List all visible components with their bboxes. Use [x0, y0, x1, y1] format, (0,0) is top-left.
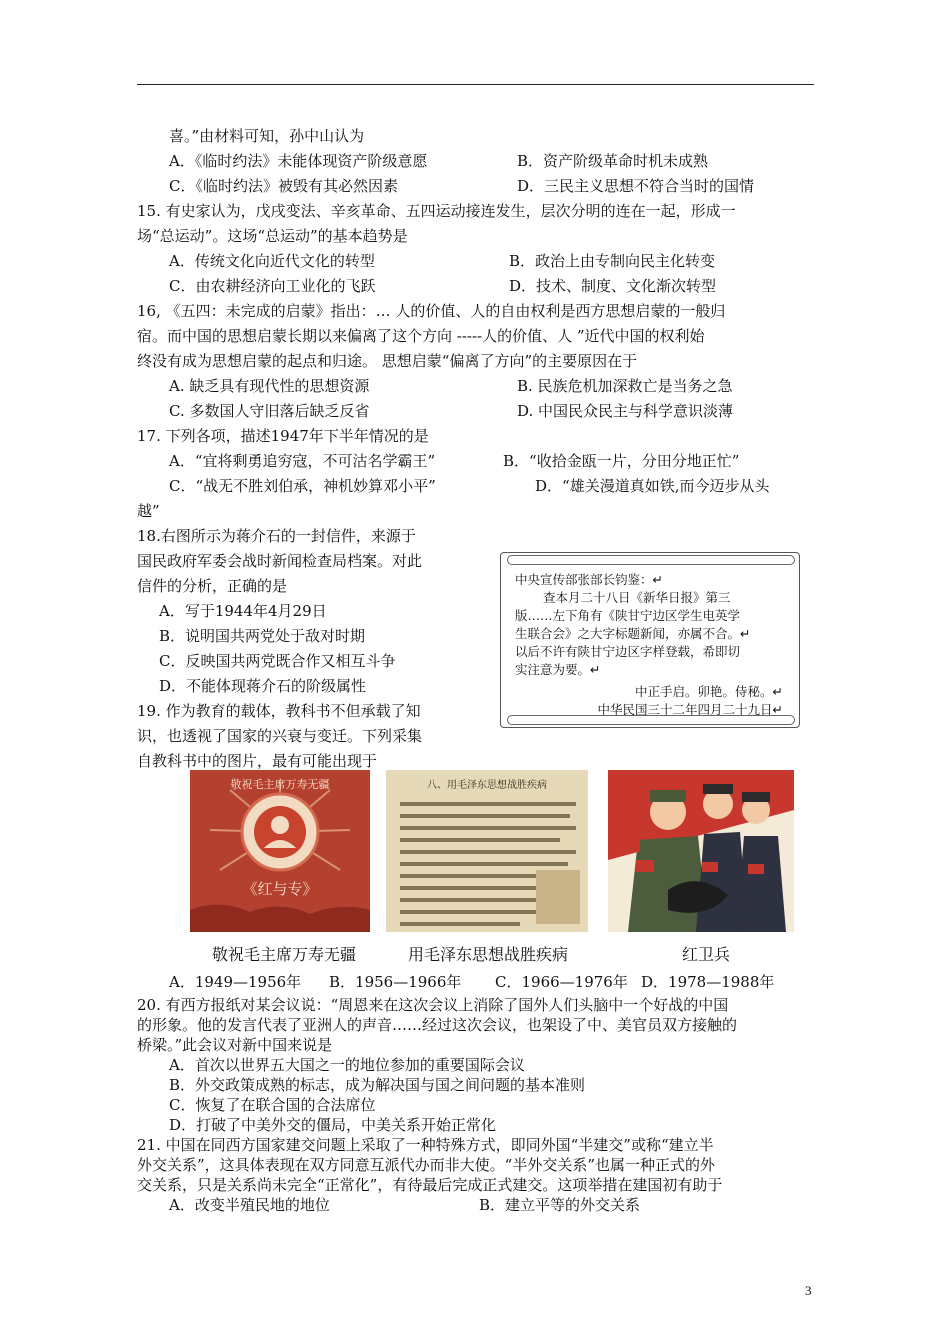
q17-option-d-wrap: 越”	[137, 502, 160, 520]
q20-option-a: A．首次以世界五大国之一的地位参加的重要国际会议	[169, 1056, 525, 1074]
letter-line-6: 实注意为要。↵	[515, 662, 601, 677]
letter-line-2: 查本月二十八日《新华日报》第三	[543, 590, 731, 605]
q14-continuation: 喜。”由材料可知，孙中山认为	[169, 127, 365, 145]
q19-option-c: C．1966—1976年	[495, 973, 628, 991]
q15-options-row2	[137, 274, 814, 299]
q16-option-a: A. 缺乏具有现代性的思想资源	[169, 377, 370, 395]
scroll-curl-top	[507, 555, 795, 565]
letter-scroll-figure	[500, 552, 800, 728]
q17-stem: 17. 下列各项，描述1947年下半年情况的是	[137, 427, 429, 445]
q19-stem-2: 识，也透视了国家的兴衰与变迁。下列采集	[137, 727, 423, 745]
q19-stem-1: 19. 作为教育的载体，教科书不但承载了知	[137, 702, 421, 720]
q18-option-d: D．不能体现蒋介石的阶级属性	[159, 677, 367, 695]
q18-block	[137, 524, 477, 774]
q21-stem-3: 交关系，只是关系尚未完全“正常化”，有待最后完成正式建交。这项举措在建国初有助于	[137, 1176, 723, 1194]
q19-option-d: D．1978—1988年	[641, 973, 775, 991]
q21-options-row	[137, 1195, 814, 1215]
page-number: 3	[805, 1283, 812, 1298]
q20-stem-1: 20. 有西方报纸对某会议说：“周恩来在这次会议上消除了国外人们头脑中一个好战的中国	[137, 996, 729, 1014]
q21-option-b: B．建立平等的外交关系	[479, 1196, 641, 1214]
q14-option-c: C．《临时约法》被毁有其必然因素	[169, 177, 398, 195]
q15-option-b: B．政治上由专制向民主化转变	[509, 252, 716, 270]
q15-stem-1: 15. 有史家认为，戊戌变法、辛亥革命、五四运动接连发生，层次分明的连在一起，形成一	[137, 202, 736, 220]
q16-option-b: B. 民族危机加深救亡是当务之急	[517, 377, 733, 395]
letter-line-4: 生联合会》之大字标题新闻，亦属不合。↵	[515, 626, 751, 641]
q19-stem-3: 自教科书中的图片，最有可能出现于	[137, 752, 378, 770]
caption-image-3: 红卫兵	[682, 945, 731, 964]
q20-stem-2: 的形象。他的发言代表了亚洲人的声音……经过这次会议，也架设了中、美官员双方接触的	[137, 1016, 738, 1034]
red-guards-svg	[608, 770, 794, 932]
q16-option-c: C. 多数国人守旧落后缺乏反省	[169, 402, 370, 420]
q17-option-a: A．“宜将剩勇追穷寇，不可沽名学霸王”	[169, 452, 436, 470]
q16-stem-3: 终没有成为思想启蒙的起点和归途。 思想启蒙“偏离了方向”的主要原因在于	[137, 352, 638, 370]
q15-stem-2: 场“总运动”。这场“总运动”的基本趋势是	[137, 227, 408, 245]
caption-image-2: 用毛泽东思想战胜疾病	[408, 945, 569, 964]
q20-option-b: B．外交政策成熟的标志，成为解决国与国之间问题的基本准则	[169, 1076, 586, 1094]
letter-date: 中华民国三十二年四月二十九日↵	[597, 702, 783, 717]
q20-stem-3: 桥梁。”此会议对新中国来说是	[137, 1036, 333, 1054]
upper-content	[137, 124, 814, 524]
lower-content	[137, 970, 814, 1215]
q20-option-c: C．恢复了在联合国的合法席位	[169, 1096, 376, 1114]
q14-option-a: A．《临时约法》未能体现资产阶级意愿	[169, 152, 428, 170]
q18-stem-1: 18.右图所示为蒋介石的一封信件，来源于	[137, 527, 416, 545]
q16-stem-1: 16, 《五四：未完成的启蒙》指出：… 人的价值、人的自由权利是西方思想启蒙的一般归	[137, 302, 726, 320]
q16-options-row2	[137, 399, 814, 424]
q15-option-d: D．技术、制度、文化渐次转型	[509, 277, 717, 295]
red-guards-poster-image	[608, 770, 794, 932]
textbook-heading: 八、用毛泽东思想战胜疾病	[427, 780, 547, 791]
letter-line-1: 中央宣传部张部长钧鉴：↵	[515, 572, 663, 587]
q17-option-d: D．“雄关漫道真如铁,而今迈步从头	[535, 477, 770, 495]
q19-image-strip	[190, 770, 795, 934]
q20-option-d: D．打破了中美外交的僵局，中美关系开始正常化	[169, 1116, 497, 1134]
q16-options-row1	[137, 374, 814, 399]
poster-long-live-chairman-image	[190, 770, 370, 932]
q15-option-c: C．由农耕经济向工业化的飞跃	[169, 277, 376, 295]
q14-option-d: D．三民主义思想不符合当时的国情	[517, 177, 755, 195]
poster1-title: 敬祝毛主席万寿无疆	[230, 778, 330, 791]
q14-options-row2	[137, 174, 814, 199]
textbook-page-svg	[386, 770, 588, 932]
q15-options-row1	[137, 249, 814, 274]
scroll-curl-bottom	[507, 715, 795, 725]
q21-option-a: A．改变半殖民地的地位	[169, 1196, 330, 1214]
q18-stem-2: 国民政府军委会战时新闻检查局档案。对此	[137, 552, 423, 570]
header-rule	[137, 84, 814, 85]
q14-option-b: B．资产阶级革命时机未成熟	[517, 152, 709, 170]
q17-option-c: C．“战无不胜刘伯承，神机妙算邓小平”	[169, 477, 436, 495]
q16-stem-2: 宿。而中国的思想启蒙长期以来偏离了这个方向 -----人的价值、人 ”近代中国的权利始	[137, 327, 705, 345]
textbook-page-image	[386, 770, 588, 932]
q17-options-row1	[137, 449, 814, 474]
q16-option-d: D. 中国民众民主与科学意识淡薄	[517, 402, 734, 420]
poster1-subtitle: 《红与专》	[242, 880, 318, 898]
q15-option-a: A．传统文化向近代文化的转型	[169, 252, 375, 270]
q19-option-b: B．1956—1966年	[329, 973, 462, 991]
q19-option-a: A．1949—1956年	[169, 973, 302, 991]
q21-stem-2: 外交关系”，这具体表现在双方同意互派代办而非大使。“半外交关系”也属一种正式的外	[137, 1156, 716, 1174]
q19-options-row	[137, 970, 814, 995]
letter-line-3: 版……左下角有《陕甘宁边区学生电英学	[515, 608, 741, 623]
q18-option-a: A．写于1944年4月29日	[159, 602, 327, 620]
q21-stem-1: 21. 中国在同西方国家建交问题上采取了一种特殊方式，即同外国“半建交”或称“建立半	[137, 1136, 714, 1154]
q17-options-row2	[137, 474, 814, 499]
caption-image-1: 敬祝毛主席万寿无疆	[212, 945, 357, 964]
q18-option-b: B．说明国共两党处于敌对时期	[159, 627, 366, 645]
q17-option-b: B．“收拾金瓯一片，分田分地正忙”	[503, 452, 740, 470]
q14-options-row1	[137, 149, 814, 174]
q18-stem-3: 信件的分析，正确的是	[137, 577, 288, 595]
poster-long-live-svg	[190, 770, 370, 932]
letter-signature: 中正手启。卯艳。侍秘。↵	[635, 684, 783, 699]
q18-option-c: C．反映国共两党既合作又相互斗争	[159, 652, 396, 670]
letter-line-5: 以后不许有陕甘宁边区字样登载，希即切	[515, 644, 741, 659]
